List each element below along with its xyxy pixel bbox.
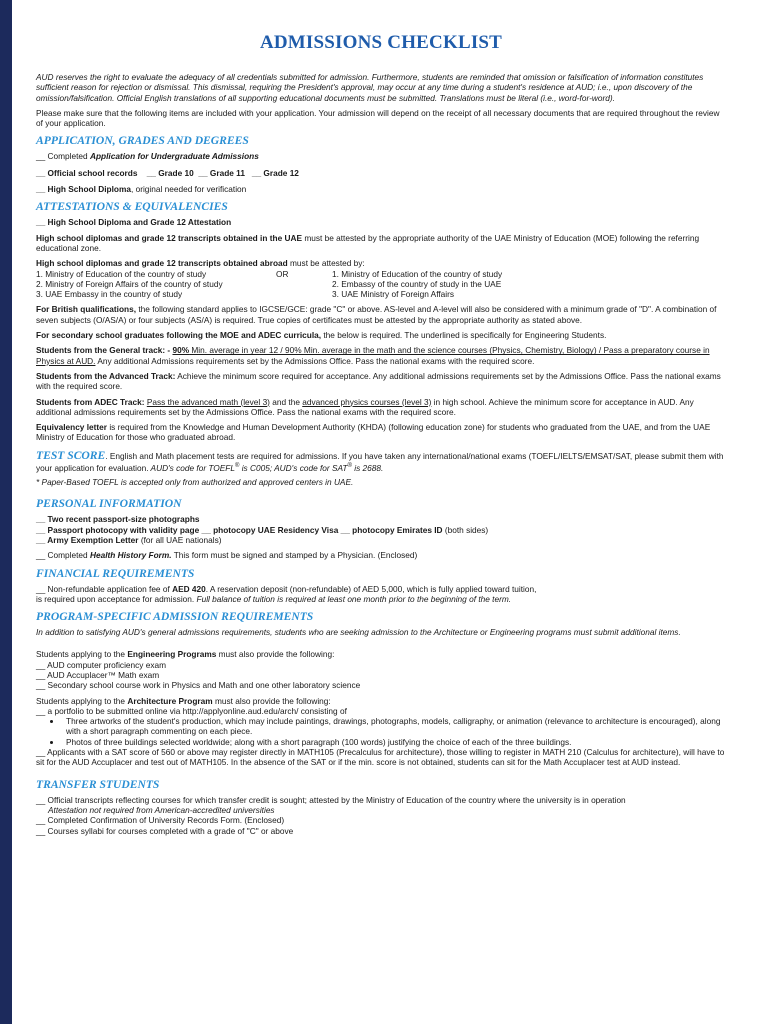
portfolio-bullets — [36, 716, 726, 747]
sat-code-value: is 2688. — [351, 462, 384, 473]
eng-prefix: Students applying to the — [36, 649, 128, 660]
section-heading-program: PROGRAM-SPECIFIC ADMISSION REQUIREMENTS — [36, 610, 314, 624]
completed-prefix: __ Completed — [36, 151, 90, 162]
engineering-item: __ AUD Accuplacer™ Math exam — [36, 669, 160, 680]
adec-physics-underlined: advanced physics courses (level 3) — [302, 396, 432, 407]
attestation-right-list — [332, 269, 632, 300]
eng-program-name: Engineering Programs — [127, 649, 217, 660]
engineering-intro — [36, 649, 726, 659]
diploma-label: __ High School Diploma — [36, 184, 131, 195]
abroad-attestation-text — [36, 258, 726, 268]
transfer-item: __ Completed Confirmation of University Records Form. (Enclosed) — [36, 815, 285, 826]
application-form-name: Application for Undergraduate Admissions — [89, 151, 259, 162]
adec-text: in high school. Achieve the minimum score for acceptance in AUD. Any additional admissions requirements set by the Admissions Office. Pass the national exams with the required score. — [36, 396, 694, 417]
transfer-note: Attestation not required from American-accredited universities — [48, 804, 275, 815]
british-bold: For British qualifications, — [36, 304, 137, 315]
moe-text: the below is required. The underlined is specifically for Engineering Students. — [321, 330, 607, 341]
right-list-item: 1. Ministry of Education of the country of study — [332, 268, 503, 279]
right-list-item: 3. UAE Ministry of Foreign Affairs — [332, 289, 455, 300]
disclaimer-text: AUD reserves the right to evaluate the adequacy of all credentials submitted for admission. Furthermore, students are reminded that omission or falsification of information constitutes sufficient reason for rejection or dismissal. This dismissal, requiring the President's approval, may occur at any time during a student's residence at AUD; i.e., upon discovery of the omission/falsification. Official English translations of all supporting educational documents must be submitted. Translations must be literal (i.e., word-for-word). — [36, 72, 704, 103]
portfolio-bullet: • Photos of three buildings selected worldwide; along with a short paragraph (100 words) justifying the choice of each of the three buildings. — [62, 737, 726, 747]
general-bold: Students from the General track: - — [36, 345, 171, 356]
engineering-item: __ AUD computer proficiency exam — [36, 659, 167, 670]
section-heading-application: APPLICATION, GRADES AND DEGREES — [36, 134, 249, 148]
adec-track-text — [36, 397, 726, 418]
engineering-item: __ Secondary school course work in Physics and Math and one other laboratory science — [36, 680, 361, 691]
equivalency-text — [36, 422, 726, 443]
attestation-columns — [36, 269, 726, 300]
test-score-text: . English and Math placement tests are required for admissions. If you have taken any international/national exams (TOEFL/IELTS/EMSAT/SAT, please submit them with your application for evaluation. — [36, 450, 724, 473]
health-text: This form must be signed and stamped by a Physician. (Enclosed) — [171, 550, 418, 561]
passport-label: __ Passport photocopy with validity page — [36, 524, 200, 535]
right-list-item: 2. Embassy of the country of study in the UAE — [332, 278, 502, 289]
left-sidebar-bar — [0, 0, 12, 1024]
british-text: the following standard applies to IGCSE/GCE: grade "C" or above. AS-level and A-level will also be considered with a minimum grade of "D". A combination of seven subjects (O/AS/A) or four subjects (AS/A) is required. True copies of certificates must be attested by the appropriate authority as stated above. — [36, 304, 717, 325]
toefl-note: * Paper-Based TOEFL is accepted only from authorized and approved centers in UAE. — [36, 477, 354, 488]
general-underlined-text: Min. average in year 12 / 90% Min. average in the math and the science courses (Physics, Chemistry, Biology) / Pass a preparatory course in Physics at AUD. — [36, 345, 710, 366]
section-heading-personal: PERSONAL INFORMATION — [36, 497, 182, 511]
fee-prefix: __ Non-refundable application fee of — [36, 583, 173, 594]
emirates-note: (both sides) — [442, 524, 489, 535]
left-list-item: 1. Ministry of Education of the country of study — [36, 268, 207, 279]
registered-mark: ® — [234, 462, 240, 469]
grade-11: __ Grade 11 — [198, 167, 245, 178]
photos-item: __ Two recent passport-size photographs — [36, 514, 200, 525]
advanced-track-text — [36, 371, 726, 392]
general-track-text — [36, 345, 726, 366]
attestation-left-list — [36, 269, 276, 300]
left-list-item: 2. Ministry of Foreign Affairs of the country of study — [36, 278, 223, 289]
health-item — [36, 550, 726, 560]
health-form-name: Health History Form. — [89, 550, 172, 561]
eng-suffix: must also provide the following: — [216, 649, 335, 660]
general-text: Any additional Admissions requirements set by the Admissions Office. Pass the national exams with the required score. — [95, 355, 535, 366]
test-score-paragraph — [36, 449, 726, 473]
uae-bold: High school diplomas and grade 12 transcripts obtained in the UAE — [36, 232, 303, 243]
portfolio-bullet: • Three artworks of the student's production, which may include paintings, drawings, photographs, models, calligraphy, or animation (relevance to architecture is encouraged), along with a short paragraph commenting on each piece. — [62, 716, 726, 737]
grade-12: __ Grade 12 — [251, 167, 299, 178]
arch-program-name: Architecture Program — [127, 695, 213, 706]
records-label: __ Official school records — [36, 167, 138, 178]
advanced-bold: Students from the Advanced Track: — [36, 370, 176, 381]
abroad-bold: High school diplomas and grade 12 transcripts obtained abroad — [36, 258, 288, 269]
equivalency-text-body: is required from the Knowledge and Human Development Authority (KHDA) (following education zone) for students who graduated from the UAE, and from the UAE Ministry of Education for those who graduated abroad. — [36, 422, 711, 443]
army-label: __ Army Exemption Letter — [36, 534, 139, 545]
section-heading-test-score: TEST SCORE — [36, 448, 106, 462]
instructions-text: Please make sure that the following items are included with your application. Your admission will depend on the receipt of all necessary documents that are required throughout the review of your application. — [36, 107, 720, 129]
portfolio-item: __ a portfolio to be submitted online via http://applyonline.aud.edu/arch/ consisting of — [36, 705, 347, 716]
grade-10: __ Grade 10 — [146, 167, 194, 178]
passport-item — [36, 525, 726, 535]
arch-prefix: Students applying to the — [36, 695, 128, 706]
registered-mark: ® — [347, 462, 352, 469]
content — [36, 72, 726, 836]
emirates-label: __ photocopy Emirates ID — [340, 524, 443, 535]
adec-math-underlined: Pass the advanced math (level 3) — [146, 396, 270, 407]
section-heading-attestations: ATTESTATIONS & EQUIVALENCIES — [36, 200, 228, 214]
page-title: ADMISSIONS CHECKLIST — [259, 32, 503, 53]
equivalency-bold: Equivalency letter — [36, 422, 108, 433]
advanced-text: Achieve the minimum score required for acceptance. Any additional admissions requirements set by the Admissions Office. Pass the national exams with the required score. — [36, 370, 721, 392]
sat-item: __ Applicants with a SAT score of 560 or above may register directly in MATH105 (Precalculus for architecture), those willing to register in MATH 210 (Calculus for architecture), will have to sit for the AUD Accuplacer and test out of MATH105. In the absence of the SAT or if the min. score is not obtained, students can sit for the Math Accuplacer test at AUD instead. — [36, 747, 725, 768]
adec-mid: and the — [269, 396, 303, 407]
uae-text: must be attested by the appropriate authority of the UAE Ministry of Education (MOE) following the referring educational zone. — [36, 232, 700, 253]
fee-text: . A reservation deposit (non-refundable) of AED 5,000, which is fully applied toward tuition, — [205, 583, 537, 594]
british-qualifications-text — [36, 304, 726, 325]
program-intro: In addition to satisfying AUD's general admissions requirements, students who are seeking admission to the Architecture or Engineering programs must submit additional items. — [36, 627, 681, 638]
fee-italic: Full balance of tuition is required at least one month prior to the beginning of the term. — [194, 593, 512, 604]
residency-label: __ photocopy UAE Residency Visa — [201, 524, 339, 535]
fee-amount: AED 420 — [172, 583, 206, 594]
moe-bold: For secondary school graduates following the MOE and ADEC curricula, — [36, 330, 322, 341]
health-prefix: __ Completed — [36, 550, 90, 561]
section-heading-transfer: TRANSFER STUDENTS — [36, 777, 160, 791]
adec-bold: Students from ADEC Track: — [36, 396, 145, 407]
school-records-item — [36, 168, 726, 178]
fee-item-continued — [36, 594, 726, 604]
army-item — [36, 535, 726, 545]
fee-item — [36, 584, 726, 594]
army-note: (for all UAE nationals) — [138, 534, 222, 545]
completed-application-item — [36, 151, 726, 161]
or-label: OR — [276, 268, 289, 279]
attestation-item: __ High School Diploma and Grade 12 Attestation — [36, 217, 232, 228]
abroad-text: must be attested by: — [287, 258, 365, 269]
general-90-percent: 90% — [172, 345, 190, 356]
toefl-code-label: AUD's code for TOEFL — [148, 462, 235, 473]
section-heading-financial: FINANCIAL REQUIREMENTS — [36, 566, 195, 580]
left-list-item: 3. UAE Embassy in the country of study — [36, 289, 183, 300]
transfer-item: __ Official transcripts reflecting courses for which transfer credit is sought; attested by the Ministry of Education of the country where the university is in operation — [36, 794, 626, 805]
arch-suffix: must also provide the following: — [212, 695, 331, 706]
toefl-code-value: is C005; AUD's code for SAT — [239, 462, 348, 473]
fee-text-2: is required upon acceptance for admission. — [36, 593, 195, 604]
diploma-item — [36, 184, 726, 194]
architecture-intro — [36, 696, 726, 706]
moe-adec-text — [36, 330, 726, 340]
transfer-item: __ Courses syllabi for courses completed with a grade of "C" or above — [36, 825, 294, 836]
uae-attestation-text — [36, 233, 726, 254]
diploma-note: , original needed for verification — [130, 184, 247, 195]
